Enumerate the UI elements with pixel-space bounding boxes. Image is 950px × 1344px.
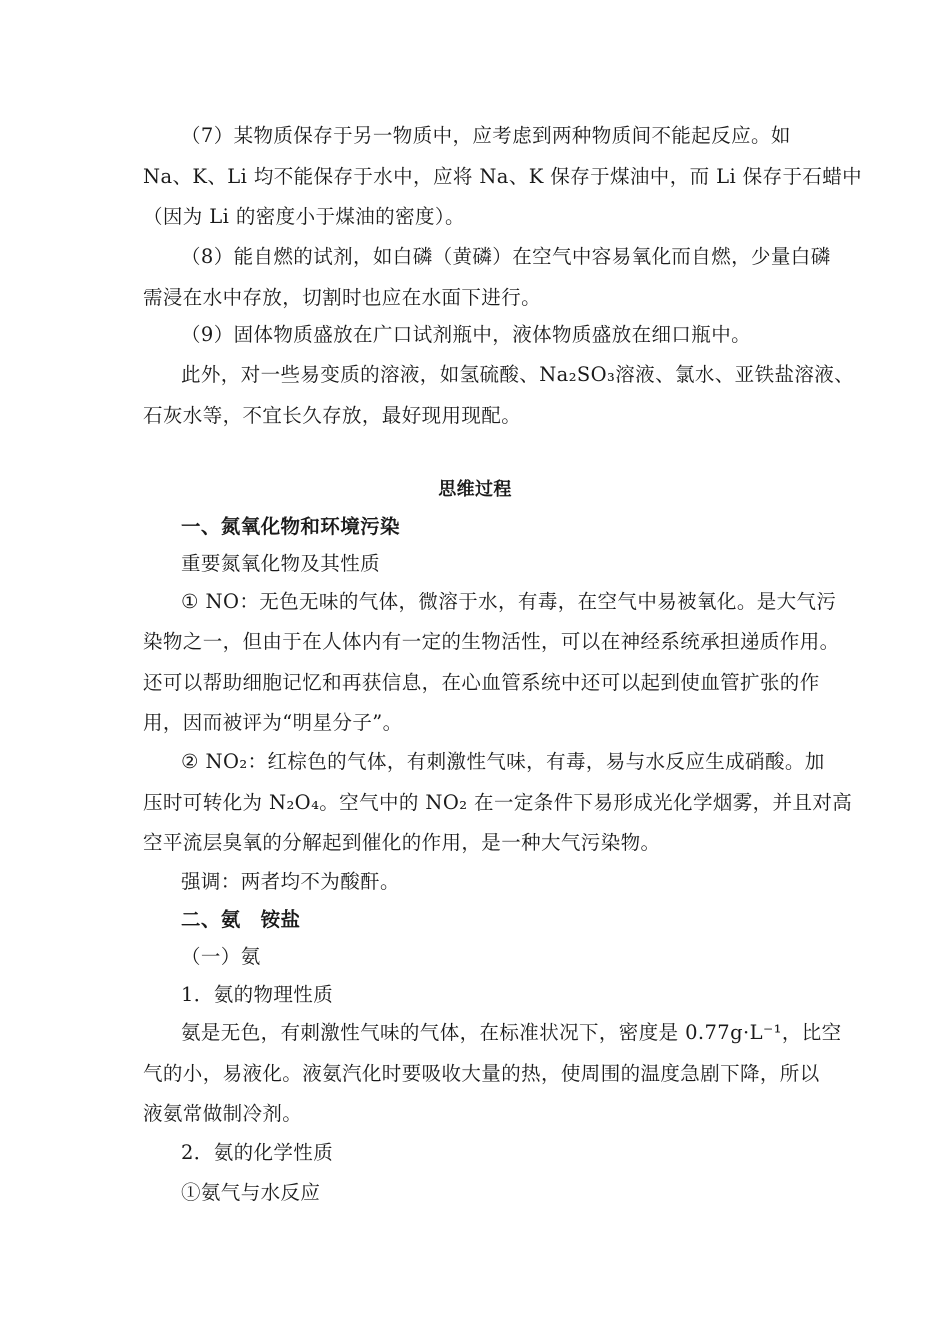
subheading: 重要氮氧化物及其性质 <box>181 552 381 575</box>
paragraph-line: 石灰水等，不宜长久存放，最好现用现配。 <box>143 404 522 427</box>
paragraph-line: （7）某物质保存于另一物质中，应考虑到两种物质间不能起反应。如 <box>181 124 791 147</box>
paragraph-line: 氨是无色，有刺激性气味的气体，在标准状况下，密度是 0.77g·L⁻¹，比空 <box>181 1021 842 1044</box>
paragraph-line: ① NO：无色无味的气体，微溶于水，有毒，在空气中易被氧化。是大气污 <box>181 590 837 613</box>
heading-2: 二、氨 铵盐 <box>181 908 301 931</box>
subheading: 1．氨的物理性质 <box>181 983 334 1006</box>
paragraph-line: 用，因而被评为“明星分子”。 <box>143 711 403 734</box>
paragraph-line: Na、K、Li 均不能保存于水中，应将 Na、K 保存于煤油中，而 Li 保存于石蜡中 <box>143 165 863 188</box>
paragraph-line: 气的小，易液化。液氨汽化时要吸收大量的热，使周围的温度急剧下降，所以 <box>143 1062 820 1085</box>
paragraph-line: ② NO₂：红棕色的气体，有刺激性气味，有毒，易与水反应生成硝酸。加 <box>181 750 825 773</box>
subheading: （一）氨 <box>181 945 261 968</box>
paragraph-line: 压时可转化为 N₂O₄。空气中的 NO₂ 在一定条件下易形成光化学烟雾，并且对高 <box>143 791 853 814</box>
paragraph-line: 强调：两者均不为酸酐。 <box>181 870 400 893</box>
heading-1: 一、氮氧化物和环境污染 <box>181 515 400 538</box>
paragraph-line: 染物之一，但由于在人体内有一定的生物活性，可以在神经系统承担递质作用。 <box>143 630 840 653</box>
section-title: 思维过程 <box>438 479 512 500</box>
paragraph-line: 需浸在水中存放，切割时也应在水面下进行。 <box>143 286 542 309</box>
paragraph-line: 还可以帮助细胞记忆和再获信息，在心血管系统中还可以起到使血管扩张的作 <box>143 671 820 694</box>
paragraph-line: （9）固体物质盛放在广口试剂瓶中，液体物质盛放在细口瓶中。 <box>181 323 752 346</box>
paragraph-line: 液氨常做制冷剂。 <box>143 1102 303 1125</box>
paragraph-line: （因为 Li 的密度小于煤油的密度）。 <box>143 205 465 228</box>
paragraph-line: 此外，对一些易变质的溶液，如氢硫酸、Na₂SO₃溶液、氯水、亚铁盐溶液、 <box>181 363 855 386</box>
paragraph-line: （8）能自燃的试剂，如白磷（黄磷）在空气中容易氧化而自燃，少量白磷 <box>181 245 831 268</box>
paragraph-line: 空平流层臭氧的分解起到催化的作用，是一种大气污染物。 <box>143 831 661 854</box>
subheading: 2．氨的化学性质 <box>181 1141 334 1164</box>
subheading: ①氨气与水反应 <box>181 1181 321 1204</box>
